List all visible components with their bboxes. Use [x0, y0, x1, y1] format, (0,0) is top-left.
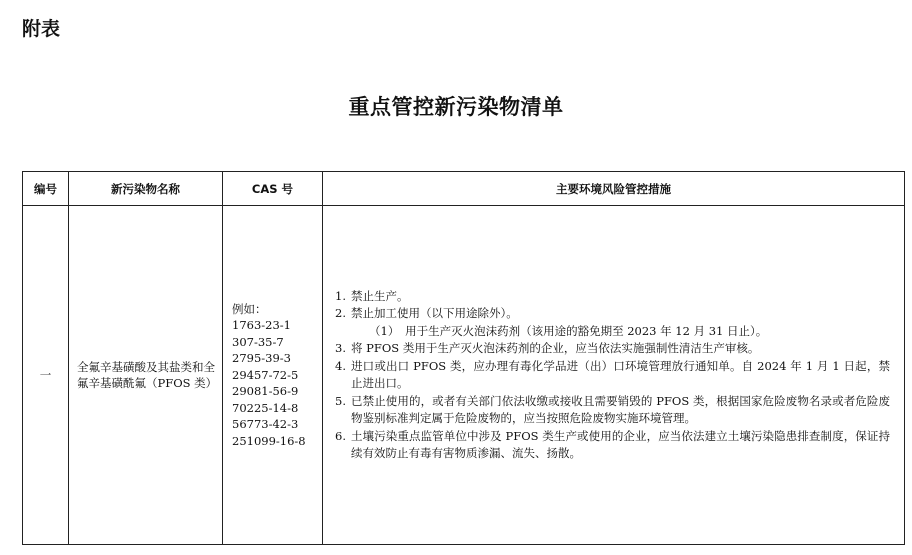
- cas-number: 29457-72-5: [232, 367, 299, 382]
- cell-control-measures: [323, 206, 905, 545]
- measure-item: [335, 358, 890, 393]
- column-header-measures: 主要环境风险管控措施: [323, 172, 905, 206]
- measure-sub-item: （1） 用于生产灭火泡沫药剂（该用途的豁免期至 2023 年 12 月 31 日止）。: [369, 323, 768, 338]
- measure-number: 2.: [335, 306, 346, 320]
- measure-item: [335, 305, 890, 323]
- measure-number: 6.: [335, 428, 346, 443]
- measure-text: 已禁止使用的，或者有关部门依法收缴或接收且需要销毁的 PFOS 类，根据国家危险废物名录或者危险废物鉴别标准判定属于危险废物的，应当按照危险废物实施环境管理。: [351, 393, 890, 425]
- measure-item: [335, 288, 890, 306]
- measure-number: 5.: [335, 393, 346, 408]
- column-header-number: 编号: [23, 172, 69, 206]
- table-header-row: [23, 172, 905, 206]
- document-title: 重点管控新污染物清单: [348, 94, 564, 119]
- measure-item: [335, 428, 890, 463]
- measure-text: 将 PFOS 类用于生产灭火泡沫药剂的企业，应当依法实施强制性清洁生产审核。: [351, 341, 760, 355]
- cell-cas-numbers: [223, 206, 323, 545]
- measure-number: 1.: [335, 288, 346, 303]
- measure-text: 进口或出口 PFOS 类，应办理有毒化学品进（出）口环境管理放行通知单。自 2024 年 1 月 1 日起，禁止进出口。: [351, 358, 890, 390]
- cas-number: 251099-16-8: [232, 433, 306, 448]
- column-header-cas: CAS 号: [223, 172, 323, 206]
- measure-text: 土壤污染重点监管单位中涉及 PFOS 类生产或使用的企业，应当依法建立土壤污染隐患排查制度，保证持续有效防止有毒有害物质渗漏、流失、扬散。: [351, 428, 890, 460]
- cas-number: 56773-42-3: [232, 417, 299, 432]
- column-header-name: 新污染物名称: [69, 172, 223, 206]
- measure-item: [335, 340, 890, 358]
- table-row: [23, 206, 905, 545]
- cas-number: 307-35-7: [232, 334, 284, 349]
- measure-text: 禁止生产。: [351, 288, 409, 303]
- cas-number: 70225-14-8: [232, 400, 299, 415]
- cas-number: 29081-56-9: [232, 384, 299, 399]
- cas-intro: 例如：: [232, 301, 267, 316]
- cell-pollutant-name: 全氟辛基磺酸及其盐类和全氟辛基磺酰氟（PFOS 类）: [69, 206, 223, 545]
- cas-number: 1763-23-1: [232, 318, 291, 333]
- appendix-label: 附表: [22, 18, 61, 40]
- cas-number: 2795-39-3: [232, 351, 291, 366]
- measure-item: [335, 393, 890, 428]
- measure-number: 4.: [335, 358, 346, 373]
- pollutant-table: [22, 171, 905, 545]
- measure-text: 禁止加工使用（以下用途除外）。: [351, 306, 518, 320]
- measure-number: 3.: [335, 341, 346, 355]
- cell-number: 一: [23, 206, 69, 545]
